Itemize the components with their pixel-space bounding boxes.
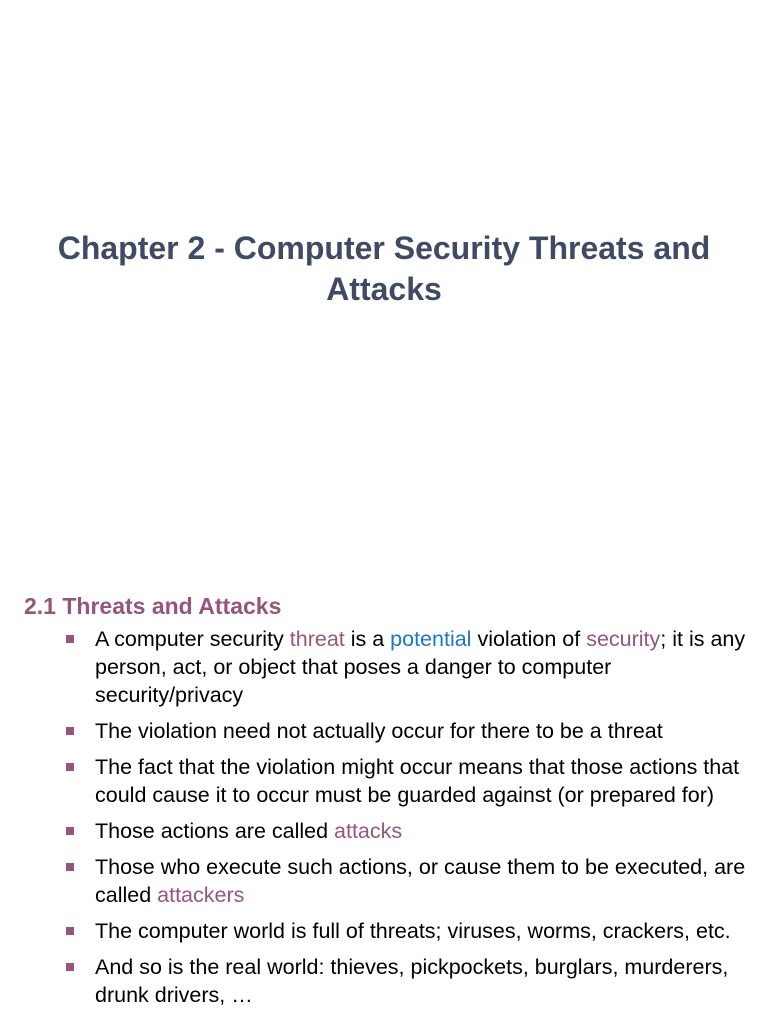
bullet-item bbox=[0, 853, 768, 909]
square-bullet-icon bbox=[66, 863, 74, 871]
keyword-potential: potential bbox=[390, 627, 472, 651]
bullet-item bbox=[0, 625, 768, 709]
square-bullet-icon bbox=[66, 635, 74, 643]
bullet-item bbox=[0, 717, 768, 745]
slide-title: Chapter 2 - Computer Security Threats and Attacks bbox=[57, 230, 711, 307]
bullet-item bbox=[0, 817, 768, 845]
keyword-attackers: attackers bbox=[157, 883, 245, 907]
bullet-text: The computer world is full of threats; viruses, worms, crackers, etc. bbox=[95, 919, 731, 943]
square-bullet-icon bbox=[66, 827, 74, 835]
square-bullet-icon bbox=[66, 927, 74, 935]
square-bullet-icon bbox=[66, 727, 74, 735]
bullet-text: violation of bbox=[471, 627, 587, 651]
square-bullet-icon bbox=[66, 763, 74, 771]
keyword-security: security bbox=[586, 627, 661, 651]
bullet-text: And so is the real world: thieves, pickpockets, burglars, murderers, drunk drivers, … bbox=[95, 955, 729, 1007]
bullet-item bbox=[0, 753, 768, 809]
bullet-text: The fact that the violation might occur means that those actions that could cause it to occur must be guarded against (or prepared for) bbox=[95, 755, 740, 807]
bullet-item bbox=[0, 953, 768, 1009]
bullet-item bbox=[0, 917, 768, 945]
square-bullet-icon bbox=[66, 963, 74, 971]
bullet-text: Those who execute such actions, or cause them to be executed, are called bbox=[95, 855, 746, 907]
section-heading: 2.1 Threats and Attacks bbox=[24, 593, 282, 619]
bullet-text: The violation need not actually occur for there to be a threat bbox=[95, 719, 663, 743]
bullet-list bbox=[0, 625, 768, 1017]
bullet-text: ; it is any person, act, or object that poses a danger to computer security/privacy bbox=[95, 627, 746, 707]
keyword-threat: threat bbox=[289, 627, 345, 651]
bullet-text: is a bbox=[344, 627, 391, 651]
keyword-attacks: attacks bbox=[334, 819, 403, 843]
bullet-text: A computer security bbox=[95, 627, 290, 651]
bullet-text: Those actions are called bbox=[95, 819, 335, 843]
